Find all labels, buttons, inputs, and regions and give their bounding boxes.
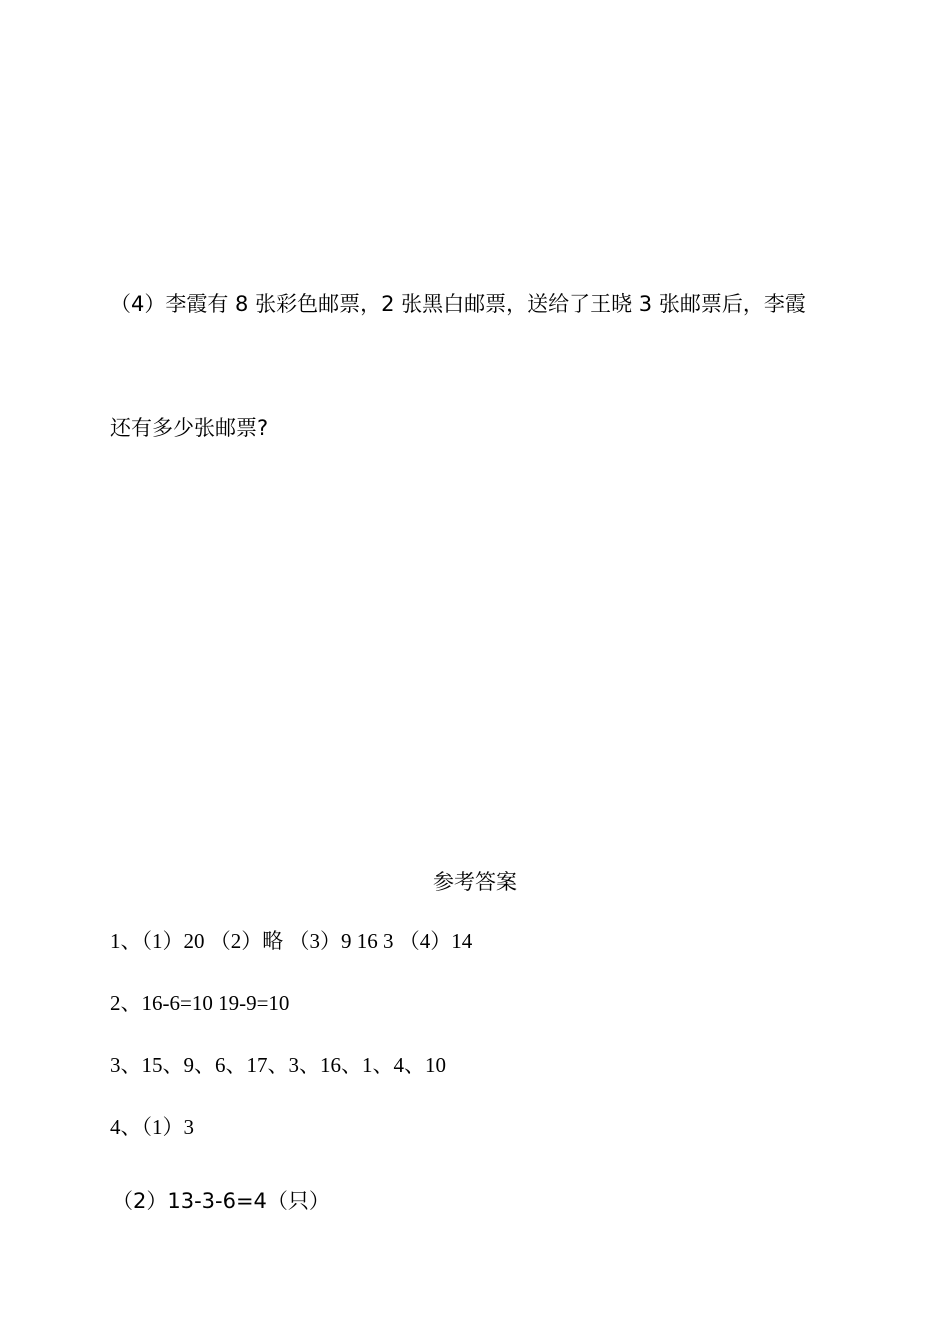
answer-item-4-part-2: （2）13-3-6=4（只） — [112, 1189, 330, 1213]
answer-item-2: 2、16-6=10 19-9=10 — [110, 991, 290, 1015]
problem-line-1: （4）李霞有 8 张彩色邮票，2 张黑白邮票，送给了王晓 3 张邮票后，李霞 — [110, 292, 806, 316]
answer-item-1: 1、（1）20 （2）略 （3）9 16 3 （4）14 — [110, 929, 473, 953]
problem-line-2: 还有多少张邮票? — [110, 416, 269, 440]
answer-item-3: 3、15、9、6、17、3、16、1、4、10 — [110, 1053, 446, 1077]
answer-item-4: 4、（1）3 — [110, 1115, 194, 1139]
answer-key-title: 参考答案 — [433, 870, 517, 894]
